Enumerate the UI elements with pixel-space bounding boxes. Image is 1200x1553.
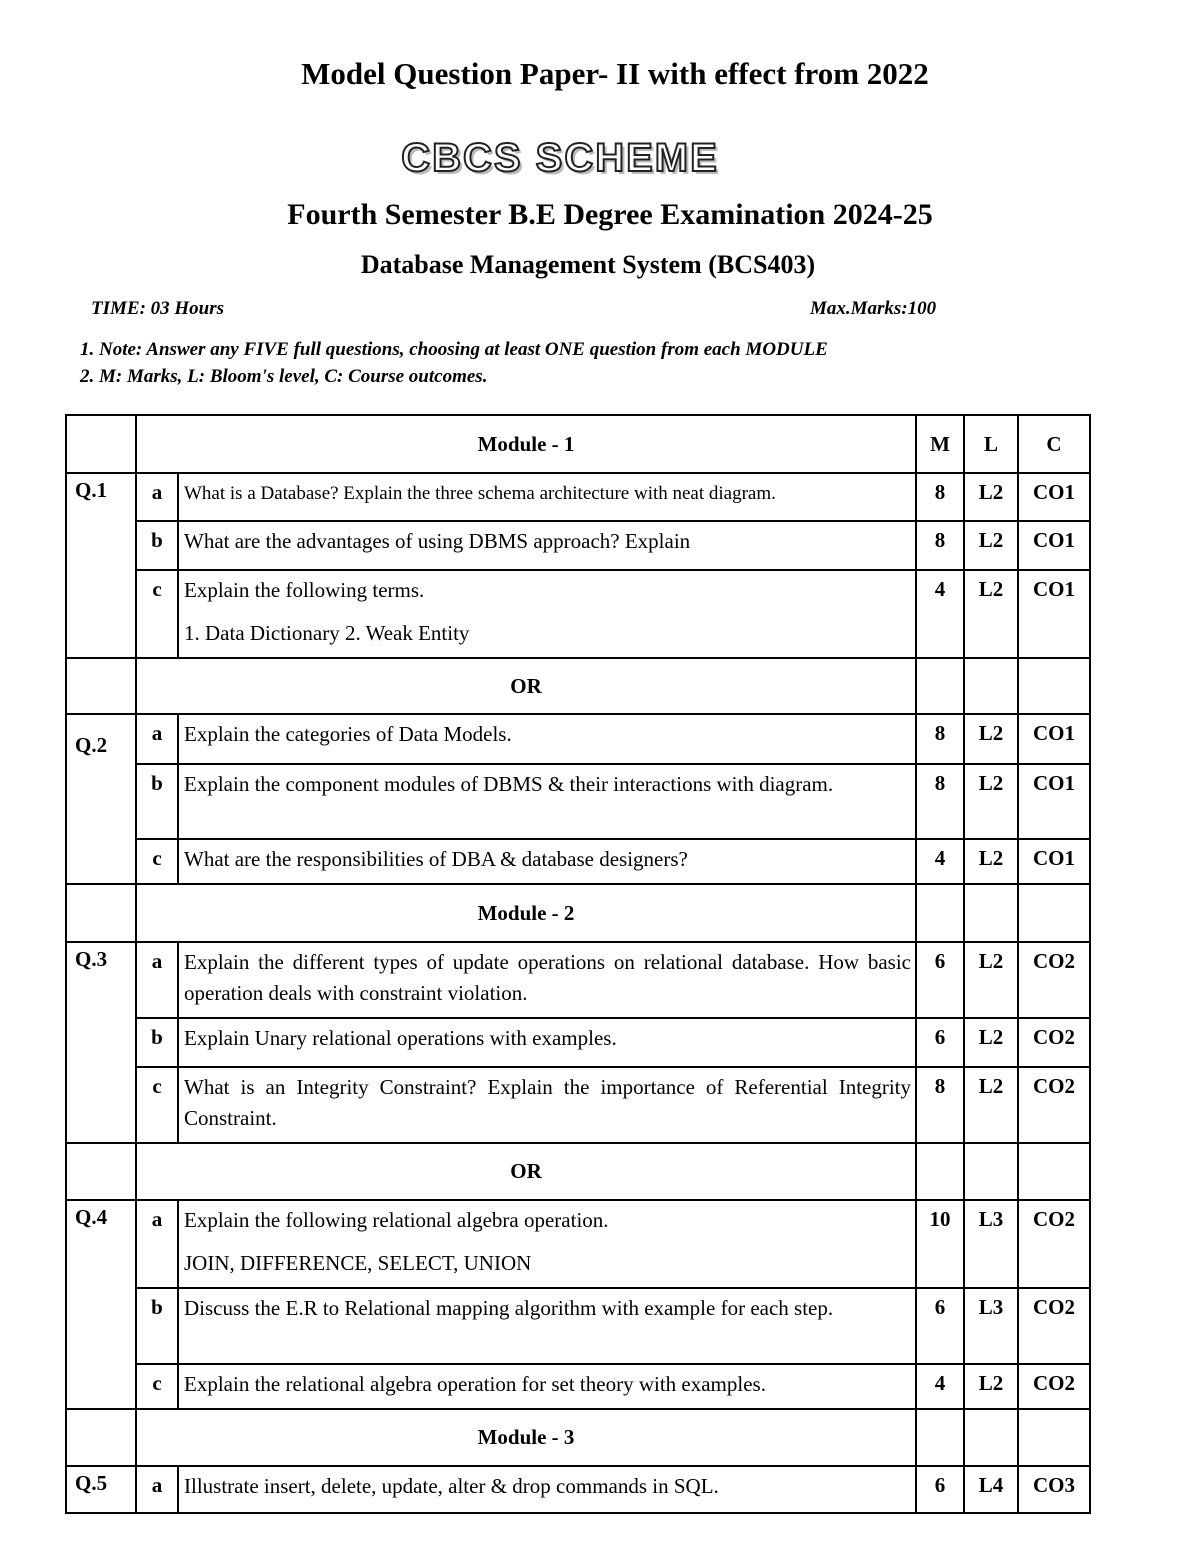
marks: 8	[916, 764, 964, 839]
question-text: Explain Unary relational operations with examples.	[178, 1018, 916, 1067]
blooms-level: L2	[964, 473, 1018, 521]
level-column-header: L	[964, 415, 1018, 473]
blooms-level: L3	[964, 1288, 1018, 1364]
marks: 8	[916, 521, 964, 570]
course-outcome: CO1	[1018, 764, 1090, 839]
max-marks: Max.Marks:100	[810, 298, 937, 319]
question-row	[66, 1288, 1090, 1364]
question-text: What are the responsibilities of DBA & database designers?	[178, 839, 916, 884]
marks: 4	[916, 570, 964, 658]
question-row	[66, 1364, 1090, 1409]
or-row	[66, 1143, 1090, 1200]
course-outcome: CO2	[1018, 1288, 1090, 1364]
part-label: b	[136, 1288, 178, 1364]
question-text: Explain the different types of update operations on relational database. How basic operation deals with constraint violation.	[178, 942, 916, 1018]
blooms-level: L2	[964, 521, 1018, 570]
question-number: Q.5	[66, 1466, 136, 1513]
question-row	[66, 1018, 1090, 1067]
marks: 8	[916, 1067, 964, 1143]
blooms-level: L2	[964, 570, 1018, 658]
course-outcome: CO1	[1018, 521, 1090, 570]
question-number: Q.4	[66, 1200, 136, 1409]
question-row	[66, 1067, 1090, 1143]
question-text: Discuss the E.R to Relational mapping algorithm with example for each step.	[178, 1288, 916, 1364]
question-text	[178, 570, 916, 658]
marks: 6	[916, 942, 964, 1018]
marks-column-header: M	[916, 415, 964, 473]
blooms-level: L4	[964, 1466, 1018, 1513]
question-number: Q.2	[66, 714, 136, 884]
marks: 6	[916, 1288, 964, 1364]
question-row	[66, 714, 1090, 764]
part-label: a	[136, 714, 178, 764]
question-text: Illustrate insert, delete, update, alter & drop commands in SQL.	[178, 1466, 916, 1513]
module-heading: Module - 2	[136, 884, 916, 942]
question-row	[66, 839, 1090, 884]
question-text-line: Explain the following terms.	[184, 578, 425, 602]
blooms-level: L2	[964, 1018, 1018, 1067]
question-text-line: 1. Data Dictionary 2. Weak Entity	[184, 621, 470, 645]
marks: 4	[916, 1364, 964, 1409]
question-row	[66, 521, 1090, 570]
question-text: Explain the component modules of DBMS & their interactions with diagram.	[178, 764, 916, 839]
module-heading: Module - 3	[136, 1409, 916, 1466]
part-label: a	[136, 473, 178, 521]
module-header-row	[66, 415, 1090, 473]
blooms-level: L2	[964, 1067, 1018, 1143]
course-outcome: CO2	[1018, 1364, 1090, 1409]
part-label: b	[136, 1018, 178, 1067]
course-outcome: CO2	[1018, 1200, 1090, 1288]
note-1: 1. Note: Answer any FIVE full questions, choosing at least ONE question from each MODULE	[80, 339, 828, 360]
blooms-level: L3	[964, 1200, 1018, 1288]
marks: 6	[916, 1466, 964, 1513]
question-text: What are the advantages of using DBMS approach? Explain	[178, 521, 916, 570]
question-row	[66, 570, 1090, 658]
course-outcome: CO2	[1018, 1067, 1090, 1143]
paper-title: Model Question Paper- II with effect from 2022	[301, 56, 929, 91]
exam-time: TIME: 03 Hours	[91, 298, 225, 319]
question-text: Explain the categories of Data Models.	[178, 714, 916, 764]
marks: 8	[916, 714, 964, 764]
or-label: OR	[136, 1143, 916, 1200]
blooms-level: L2	[964, 764, 1018, 839]
blooms-level: L2	[964, 714, 1018, 764]
question-number: Q.1	[66, 473, 136, 658]
module-heading: Module - 1	[136, 415, 916, 473]
question-table	[65, 414, 1091, 1514]
outcome-column-header: C	[1018, 415, 1090, 473]
question-text: What is an Integrity Constraint? Explain the importance of Referential Integrity Constraint.	[178, 1067, 916, 1143]
part-label: a	[136, 1200, 178, 1288]
part-label: b	[136, 521, 178, 570]
course-outcome: CO3	[1018, 1466, 1090, 1513]
module-header-row	[66, 1409, 1090, 1466]
course-outcome: CO1	[1018, 570, 1090, 658]
course-outcome: CO1	[1018, 473, 1090, 521]
course-outcome: CO1	[1018, 714, 1090, 764]
blooms-level: L2	[964, 1364, 1018, 1409]
marks: 6	[916, 1018, 964, 1067]
question-row	[66, 1466, 1090, 1513]
marks: 8	[916, 473, 964, 521]
marks: 10	[916, 1200, 964, 1288]
question-row	[66, 1200, 1090, 1288]
module-header-row	[66, 884, 1090, 942]
marks: 4	[916, 839, 964, 884]
exam-title: Fourth Semester B.E Degree Examination 2024-25	[287, 198, 933, 231]
scheme-logo: CBCS SCHEME	[401, 136, 719, 180]
course-outcome: CO1	[1018, 839, 1090, 884]
course-outcome: CO2	[1018, 1018, 1090, 1067]
question-text-line: JOIN, DIFFERENCE, SELECT, UNION	[184, 1251, 532, 1275]
part-label: c	[136, 839, 178, 884]
question-text: Explain the relational algebra operation for set theory with examples.	[178, 1364, 916, 1409]
part-label: c	[136, 1364, 178, 1409]
question-text-line: Explain the following relational algebra operation.	[184, 1208, 609, 1232]
or-label: OR	[136, 658, 916, 714]
question-text	[178, 1200, 916, 1288]
course-outcome: CO2	[1018, 942, 1090, 1018]
part-label: b	[136, 764, 178, 839]
or-row	[66, 658, 1090, 714]
question-row	[66, 473, 1090, 521]
blooms-level: L2	[964, 942, 1018, 1018]
note-2: 2. M: Marks, L: Bloom's level, C: Course outcomes.	[80, 366, 488, 387]
blooms-level: L2	[964, 839, 1018, 884]
question-row	[66, 764, 1090, 839]
question-row	[66, 942, 1090, 1018]
part-label: a	[136, 1466, 178, 1513]
part-label: c	[136, 570, 178, 658]
part-label: a	[136, 942, 178, 1018]
question-text: What is a Database? Explain the three schema architecture with neat diagram.	[178, 473, 916, 521]
question-number: Q.3	[66, 942, 136, 1143]
part-label: c	[136, 1067, 178, 1143]
subject-title: Database Management System (BCS403)	[360, 250, 816, 279]
